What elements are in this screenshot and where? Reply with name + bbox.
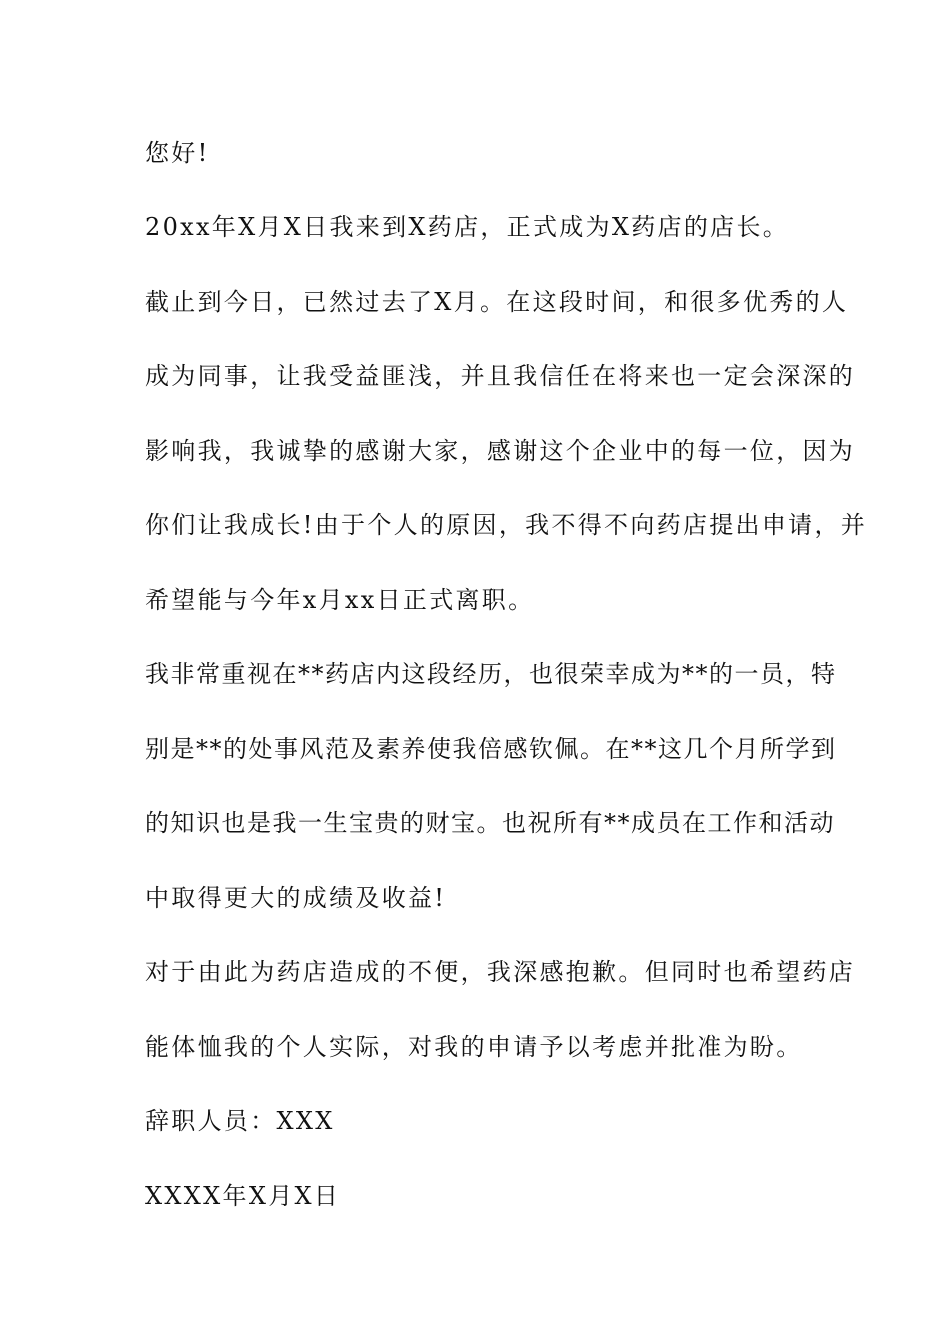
paragraph-line: 影响我，我诚挚的感谢大家，感谢这个企业中的每一位，因为 (145, 437, 856, 465)
document-date: XXXX年X月X日 (145, 1182, 341, 1210)
resignee-signature: 辞职人员：XXX (145, 1107, 335, 1135)
paragraph-line: 20xx年X月X日我来到X药店，正式成为X药店的店长。 (145, 213, 790, 241)
paragraph-line: 对于由此为药店造成的不便，我深感抱歉。但同时也希望药店 (145, 958, 856, 986)
paragraph-line: 我非常重视在**药店内这段经历，也很荣幸成为**的一员，特 (145, 660, 837, 688)
greeting: 您好! (145, 139, 210, 167)
paragraph-line: 能体恤我的个人实际，对我的申请予以考虑并批准为盼。 (145, 1033, 803, 1061)
paragraph-line: 截止到今日，已然过去了X月。在这段时间，和很多优秀的人 (145, 288, 849, 316)
paragraph-line: 的知识也是我一生宝贵的财宝。也祝所有**成员在工作和活动 (145, 809, 835, 837)
paragraph-line: 你们让我成长!由于个人的原因，我不得不向药店提出申请，并 (145, 511, 868, 539)
paragraph-line: 希望能与今年x月xx日正式离职。 (145, 586, 535, 614)
paragraph-line: 别是**的处事风范及素养使我倍感钦佩。在**这几个月所学到 (145, 735, 837, 763)
paragraph-line: 成为同事，让我受益匪浅，并且我信任在将来也一定会深深的 (145, 362, 856, 390)
paragraph-line: 中取得更大的成绩及收益! (145, 884, 447, 912)
